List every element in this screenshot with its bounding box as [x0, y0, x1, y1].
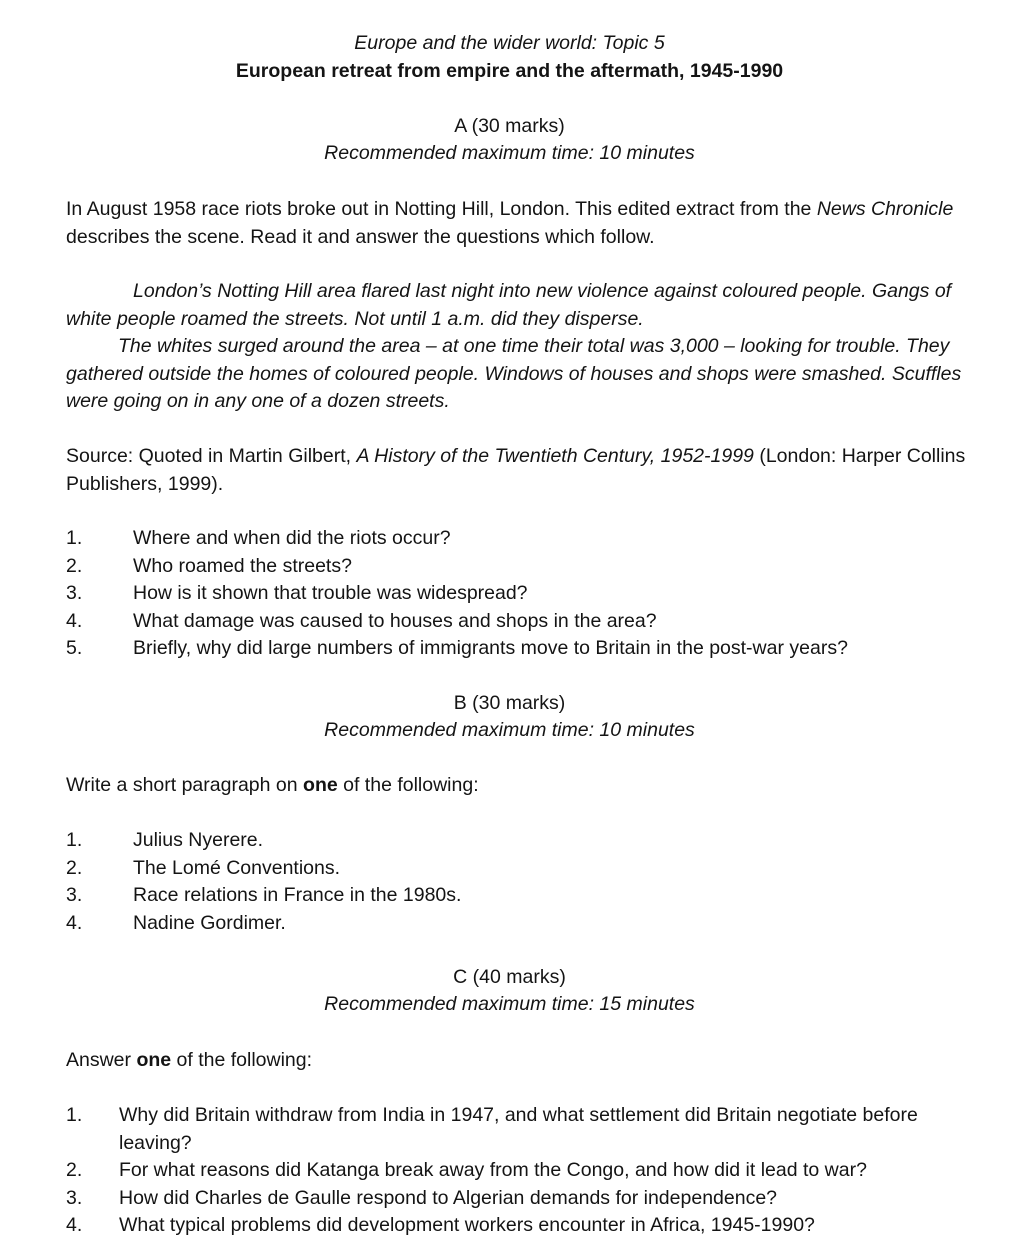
section-a-heading: A (30 marks) — [454, 115, 565, 137]
list-item — [66, 882, 966, 910]
extract-text-2: The whites surged around the area – at one time their total was 3,000 – looking for trouble. They gathered outside the homes of coloured people. Windows of houses and shops were smashed. Scuffles were going on in any one of a dozen streets. — [66, 335, 962, 412]
item-text: Nadine Gordimer. — [133, 911, 286, 934]
list-item — [66, 827, 966, 855]
list-item — [66, 1157, 966, 1185]
item-number: 2. — [66, 856, 83, 879]
source-text-1: Source: Quoted in Martin Gilbert, — [66, 445, 357, 467]
item-text: The Lomé Conventions. — [133, 856, 341, 879]
list-item — [66, 1102, 966, 1157]
item-number: 1. — [66, 1104, 83, 1126]
source-text-2: (London: Harper Collins Publishers, 1999). — [66, 445, 966, 495]
item-text: What damage was caused to houses and shops in the area? — [133, 609, 657, 632]
intro-text-1: In August 1958 race riots broke out in Notting Hill, London. This edited extract from the — [66, 198, 817, 220]
item-number: 2. — [66, 554, 83, 577]
section-a-time: Recommended maximum time: 10 minutes — [324, 142, 695, 164]
extract-paragraph-2 — [66, 333, 966, 416]
section-b-instruction — [66, 772, 966, 800]
extract-paragraph-1 — [66, 278, 966, 333]
item-text: Where and when did the riots occur? — [133, 527, 451, 549]
item-text: Why did Britain withdraw from India in 1947, and what settlement did Britain negotiate before leaving? — [119, 1104, 918, 1154]
item-number: 1. — [66, 527, 83, 549]
item-text: How did Charles de Gaulle respond to Algerian demands for independence? — [119, 1186, 778, 1209]
list-item — [66, 855, 966, 883]
instruction-text-1: Write a short paragraph on — [66, 774, 304, 796]
intro-text-2: describes the scene. Read it and answer the questions which follow. — [66, 225, 655, 248]
section-b-time: Recommended maximum time: 10 minutes — [324, 719, 695, 741]
section-c-instruction — [66, 1047, 966, 1075]
list-item — [66, 580, 966, 608]
item-text: Briefly, why did large numbers of immigrants move to Britain in the post-war years? — [133, 637, 848, 659]
section-a-intro — [66, 196, 966, 251]
section-b-items — [66, 827, 966, 937]
item-number: 3. — [66, 1186, 83, 1209]
item-text: Race relations in France in the 1980s. — [133, 884, 462, 906]
list-item — [66, 910, 966, 938]
instruction-text-1: Answer — [66, 1049, 137, 1071]
instruction-emphasis: one — [136, 1049, 172, 1071]
section-c-items — [66, 1102, 966, 1240]
item-number: 4. — [66, 1214, 83, 1236]
item-text: Julius Nyerere. — [133, 829, 264, 851]
item-text: Who roamed the streets? — [133, 554, 352, 577]
list-item — [66, 635, 966, 663]
item-text: How is it shown that trouble was widespread? — [133, 582, 528, 604]
section-c-heading: C (40 marks) — [453, 966, 566, 988]
item-number: 3. — [66, 582, 83, 604]
section-c-time: Recommended maximum time: 15 minutes — [324, 993, 695, 1015]
item-text: For what reasons did Katanga break away from the Congo, and how did it lead to war? — [119, 1159, 867, 1181]
item-number: 5. — [66, 637, 83, 659]
topic-subtitle: Europe and the wider world: Topic 5 — [354, 32, 665, 54]
instruction-text-2: of the following: — [171, 1049, 313, 1071]
section-a-questions — [66, 525, 966, 663]
list-item — [66, 553, 966, 581]
item-number: 4. — [66, 911, 83, 934]
item-number: 4. — [66, 609, 83, 632]
source-citation — [66, 443, 966, 498]
item-number: 1. — [66, 829, 83, 851]
source-book-title: A History of the Twentieth Century, 1952-1999 — [356, 445, 754, 467]
list-item — [66, 1185, 966, 1213]
item-text: What typical problems did development workers encounter in Africa, 1945-1990? — [119, 1214, 815, 1236]
instruction-text-2: of the following: — [337, 774, 479, 796]
item-number: 3. — [66, 884, 83, 906]
intro-newspaper-name: News Chronicle — [816, 198, 954, 220]
extract-text-1: London’s Notting Hill area flared last night into new violence against coloured people. Gangs of white people roamed the streets. Not until 1 a.m. did they disperse. — [66, 280, 952, 330]
item-number: 2. — [66, 1159, 83, 1181]
section-b-heading: B (30 marks) — [453, 692, 566, 714]
list-item — [66, 1212, 966, 1240]
instruction-emphasis: one — [303, 774, 338, 796]
list-item — [66, 608, 966, 636]
document-title: European retreat from empire and the aftermath, 1945-1990 — [235, 60, 784, 82]
list-item — [66, 525, 966, 553]
